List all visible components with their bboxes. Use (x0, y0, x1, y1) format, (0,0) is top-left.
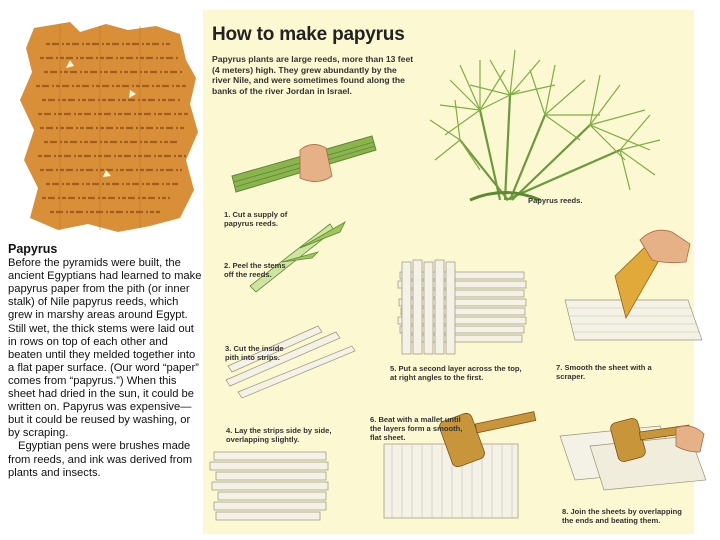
step-6-caption: 6. Beat with a mallet until the layers form a smooth, flat sheet. (370, 415, 463, 442)
step-5-caption: 5. Put a second layer across the top, at right angles to the first. (390, 364, 522, 382)
reeds-caption: Papyrus reeds. (528, 196, 583, 205)
step-8-caption: 8. Join the sheets by overlapping the ends and beating them. (562, 507, 682, 525)
step-2-caption: 2. Peel the stems off the reeds. (224, 261, 286, 279)
step-4-caption: 4. Lay the strips side by side, overlapping slightly. (226, 426, 332, 444)
peeled-stem-illustration (250, 222, 345, 292)
papyrus-heading: Papyrus (8, 242, 58, 256)
scraper-sheet-illustration (565, 230, 702, 340)
reed-bundle-illustration (232, 136, 376, 192)
strips-layer-illustration (210, 452, 328, 520)
cross-layer-illustration (398, 260, 526, 354)
page-title: How to make papyrus (212, 24, 405, 45)
papyrus-body-text: Before the pyramids were built, the ancient Egyptians had learned to make papyrus paper from the pith (or inner stalk) of Nile papyrus reeds, which grew in marshy areas around Egypt. Still wet, the thick stems were laid out in rows on top of each other and beaten until they melded together into a flat paper surface. (Our word “paper” comes from “papyrus.”) When this sheet had dried in the sun, it could be written on. Papyrus was expensive—but it could be reused by washing, or by scraping. (8, 257, 202, 440)
step-3-caption: 3. Cut the inside pith into strips. (225, 344, 284, 362)
step-7-caption: 7. Smooth the sheet with a scraper. (556, 363, 652, 381)
step-1-caption: 1. Cut a supply of papyrus reeds. (224, 210, 288, 228)
pith-strips-illustration (226, 326, 355, 398)
hand-icon (676, 426, 704, 452)
papyrus-pens-text: Egyptian pens were brushes made from reeds, and ink was derived from plants and insects. (8, 440, 193, 479)
intro-text: Papyrus plants are large reeds, more than 13 feet (4 meters) high. They grew abundantly by the river Nile, and were sometimes found along the banks of the river Jordan in Israel. (212, 54, 414, 96)
papyrus-plant-illustration (430, 50, 660, 200)
